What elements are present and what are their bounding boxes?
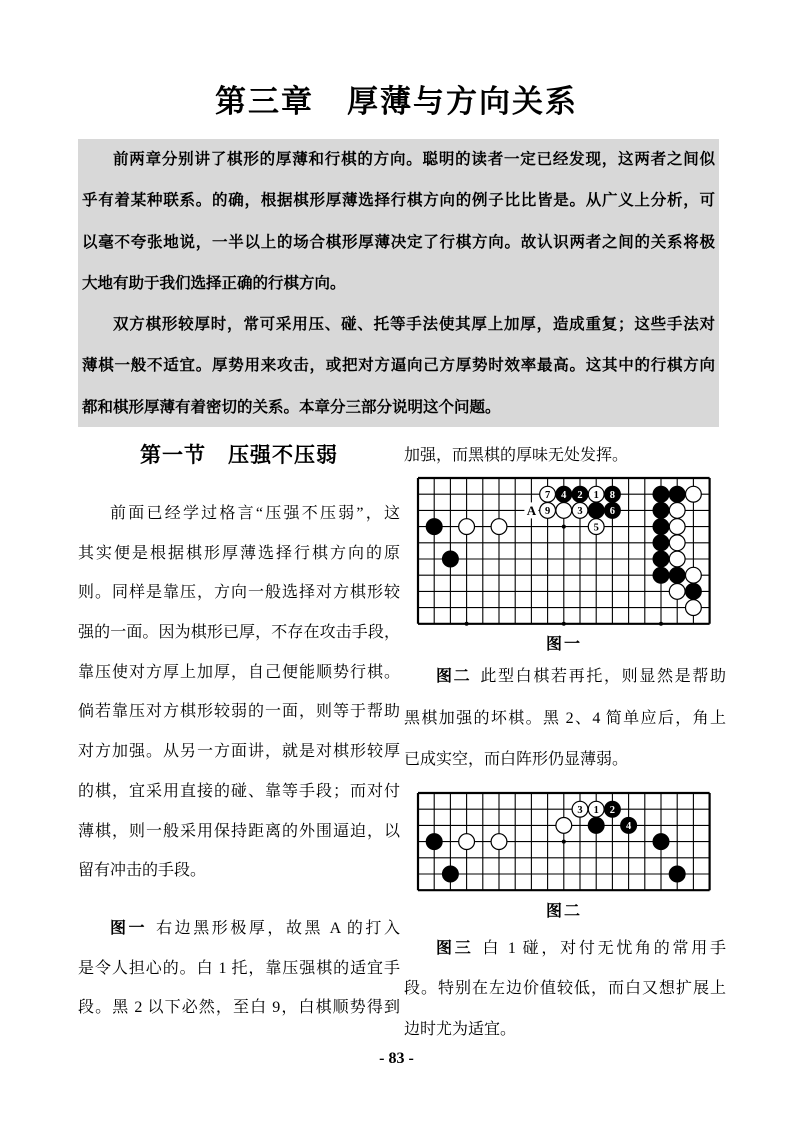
stone-black [588,503,604,519]
stone-white [686,567,702,583]
stone-label: 9 [544,506,551,518]
diagram-1-caption: 图一 [545,636,582,653]
body-text: 白 1 碰，对付无忧角的常用手 [482,940,726,957]
section-heading: 第一节 压强不压弱 [140,444,338,467]
body-line: 前面已经学过格言“压强不压弱”，这 [110,505,400,522]
body-line: 则。同样是靠压，方向一般选择对方棋形较 [78,584,400,602]
stone-black [443,866,459,882]
stone-white [669,584,685,600]
star-point [562,840,566,844]
figure-ref-label: 图三 [436,940,474,957]
body-line: 留有冲击的手段。 [78,862,207,880]
stone-black [653,834,669,850]
stone-white [556,503,572,519]
stone-white [459,834,475,850]
stone-white [669,503,685,519]
stone-label: 8 [609,490,616,501]
go-diagram-1 [416,476,712,631]
intro-line: 双方棋形较厚时，常可采用压、碰、托等手法使其厚上加厚，造成重复；这些手法对 [113,316,715,334]
stone-black [653,551,669,567]
star-point [562,622,566,626]
stone-label: 6 [609,506,616,518]
body-line: 段。黑 2 以下必然，至白 9，白棋顺势得到 [78,999,400,1017]
point-label: A [526,502,537,518]
stone-black [686,584,702,600]
stone-black [653,503,669,519]
stone-label: 1 [593,490,599,501]
body-line: 黑棋加强的坏棋。黑 2、4 简单应后，角上 [404,709,726,727]
diagram-2-caption: 图二 [545,903,582,920]
stone-label: 3 [577,506,583,518]
body-text: 右边黑形极厚，故黑 A 的打入 [156,919,400,937]
body-line: 对方加强。从另一方面讲，就是对棋形较厚 [78,743,400,761]
body-line: 靠压使对方厚上加厚，自己便能顺势行棋。 [78,663,400,681]
intro-line: 以毫不夸张地说，一半以上的场合棋形厚薄决定了行棋方向。故认识两者之间的关系将极 [82,233,715,251]
star-point [562,525,566,529]
intro-line: 薄棋一般不适宜。厚势用来攻击，或把对方逼向己方厚势时效率最高。这其中的行棋方向 [82,357,715,375]
stone-black [588,818,604,834]
body-line: 边时尤为适宜。 [404,1020,517,1038]
stone-label: 2 [577,490,583,501]
body-line: 是令人担心的。白 1 托，靠压强棋的适宜手 [78,959,400,977]
stone-label: 2 [609,805,616,816]
intro-line: 乎有着某种联系。的确，根据棋形厚薄选择行棋方向的例子比比皆是。从广义上分析，可 [82,192,715,210]
stone-white [669,535,685,551]
body-line: 倘若靠压对方棋形较弱的一面，则等于帮助 [78,703,400,721]
left-column [78,494,400,1028]
stone-black [653,535,669,551]
body-line: 强的一面。因为棋形已厚，不存在攻击手段， [78,624,400,642]
stone-white [491,519,507,535]
intro-box [78,139,719,427]
right-paragraph-2 [404,656,726,781]
stone-white [669,551,685,567]
body-line [404,929,726,969]
stone-black [669,486,685,502]
stone-white [686,600,702,616]
intro-line: 大地有助于我们选择正确的行棋方向。 [82,274,346,292]
stone-black [669,866,685,882]
body-line: 已成实空，而白阵形仍显薄弱。 [404,751,629,768]
go-diagram-2 [416,791,712,897]
stone-label: 4 [561,490,567,501]
body-line: 的棋，宜采用直接的碰、靠等手段；而对付 [78,782,400,800]
stone-label: 5 [593,522,599,534]
figure-ref-label: 图二 [436,668,472,685]
body-line: 其实便是根据棋形厚薄选择行棋方向的原 [78,544,400,562]
stone-black [443,551,459,567]
body-line: 加强，而黑棋的厚味无处发挥。 [404,447,629,464]
body-line [78,909,400,949]
stone-white [491,834,507,850]
right-paragraph-3 [404,929,726,1050]
stone-black [426,519,442,535]
body-line: 薄棋，则一般采用保持距离的外围逼迫，以 [78,822,400,840]
chapter-title: 第三章 厚薄与方向关系 [215,84,578,119]
figure-ref-label: 图一 [110,919,148,937]
star-point [465,622,469,626]
go-board [416,791,712,892]
star-point [659,622,663,626]
stone-white [669,519,685,535]
stone-black [669,567,685,583]
stone-black [653,519,669,535]
body-line: 段。特别在左边价值较低，而白又想扩展上 [404,980,726,998]
stone-white [686,486,702,502]
page-number: - 83 - [379,1050,414,1067]
stone-white [556,818,572,834]
intro-line: 前两章分别讲了棋形的厚薄和行棋的方向。聪明的读者一定已经发现，这两者之间似 [113,151,715,168]
stone-label: 4 [625,821,632,833]
stone-label: 7 [544,490,551,501]
stone-label: 3 [577,805,583,816]
body-text: 此型白棋若再托，则显然是帮助 [480,668,726,685]
stone-label: 1 [593,805,599,816]
stone-black [426,834,442,850]
intro-line: 都和棋形厚薄有着密切的关系。本章分三部分说明这个问题。 [82,398,501,416]
body-line [404,656,726,698]
stone-white [459,519,475,535]
stone-black [653,486,669,502]
stone-black [653,567,669,583]
go-board [416,476,712,626]
